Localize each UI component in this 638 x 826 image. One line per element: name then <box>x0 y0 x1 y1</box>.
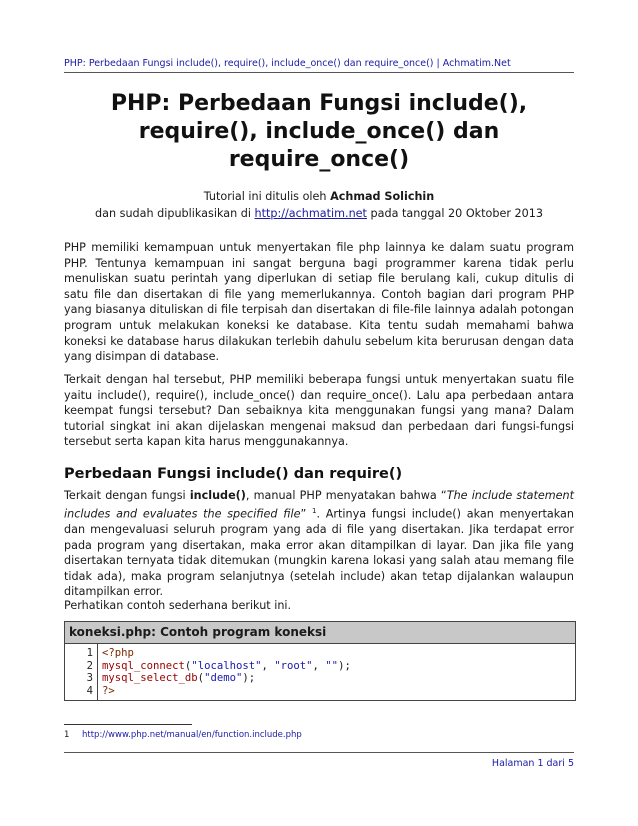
p3-mid: , manual PHP menyatakan bahwa “ <box>245 489 447 502</box>
php-close-tag: ?> <box>102 684 115 697</box>
function-name: mysql_select_db <box>102 672 198 685</box>
line-number: 1 <box>86 647 93 659</box>
manual-quote: The include statement includes and evaluates the specified file <box>64 489 574 521</box>
paren: ( <box>184 659 192 672</box>
footnote <box>64 730 302 740</box>
footnote-ref[interactable]: 1 <box>312 506 317 515</box>
footnote-divider <box>64 724 192 725</box>
title-line-1: PHP: Perbedaan Fungsi include(), <box>110 91 528 116</box>
code-caption: koneksi.php: Contoh program koneksi <box>65 622 575 644</box>
code-line <box>102 647 351 660</box>
example-intro: Perhatikan contoh sederhana berikut ini. <box>64 599 292 612</box>
byline-line-1 <box>64 188 574 205</box>
code-line <box>102 660 351 673</box>
string-literal: "demo" <box>204 672 243 685</box>
title-line-2: require(), include_once() dan <box>138 119 500 144</box>
code-listing <box>64 621 576 701</box>
code-line <box>102 685 351 698</box>
section-heading: Perbedaan Fungsi include() dan require() <box>64 466 403 482</box>
p3-function-name: include() <box>189 489 246 502</box>
footnote-number: 1 <box>64 730 70 740</box>
site-link[interactable]: http://achmatim.net <box>254 207 367 220</box>
string-literal: "" <box>325 659 339 672</box>
line-number: 4 <box>86 684 93 697</box>
intro-paragraph: PHP memiliki kemampuan untuk menyertakan file php lainnya ke dalam suatu program PHP. Tentunya kemampuan ini sangat berguna bagi programmer karena tidak perlu menuliskan suatu perintah yang diperlukan di setiap file berulang kali, cukup ditulis di satu file dan disertakan di file yang memerlukannya. Contoh bagian dari program PHP yang biasanya dituliskan di file terpisah dan disertakan di file-file lainnya adalah potongan program untuk melakukan koneksi ke database. Kita tentu sudah memahami bahwa koneksi ke database harus dilakukan terlebih dahulu sebelum kita berurusan dengan data yang disimpan di database. <box>64 241 574 364</box>
p3-prefix: Terkait dengan fungsi <box>64 489 190 502</box>
string-literal: "localhost" <box>191 659 262 672</box>
page-title <box>64 90 574 174</box>
line-number-gutter <box>65 644 98 700</box>
title-line-3: require_once() <box>228 147 410 172</box>
author-name: Achmad Solichin <box>330 190 435 203</box>
code-body <box>65 644 575 700</box>
line-number: 2 <box>86 659 93 672</box>
byline <box>64 188 574 222</box>
paren: ( <box>197 672 205 685</box>
function-name: mysql_connect <box>102 659 185 672</box>
php-open-tag: <?php <box>102 647 134 659</box>
p3-quote-close: ” <box>300 507 313 521</box>
string-literal: "root" <box>274 659 313 672</box>
functions-paragraph: Terkait dengan hal tersebut, PHP memiliki beberapa fungsi untuk menyertakan suatu file yaitu include(), require(), include_once() dan require_once(). Lalu apa perbedaan antara keempat fungsi tersebut? Dan sebaiknya kita menggunakan fungsi yang mana? Dalam tutorial singkat ini akan dijelaskan mengenai maksud dan perbedaan dari fungsi-fungsi tersebut serta kapan kita harus menggunakannya. <box>64 373 574 449</box>
footer-divider <box>64 752 574 753</box>
paren: ); <box>242 672 256 685</box>
p3-rest: . Artinya fungsi include() akan menyertakan dan mengevaluasi seluruh program yang ada di file yang disertakan. Jika terdapat error pada program yang disertakan, maka error akan ditampilkan di layar. Dan jika file yang disertakan ternyata tidak ditemukan (mungkin karena lokasi yang salah atau memang file tidak ada), maka program selanjutnya (setelah include) akan tetap dijalankan walaupun ditampilkan error. <box>64 507 574 599</box>
code-lines <box>98 644 355 700</box>
page-number: Halaman 1 dari 5 <box>491 758 574 769</box>
paren: ); <box>338 659 351 672</box>
footnote-link[interactable]: http://www.php.net/manual/en/function.include.php <box>82 730 302 740</box>
line-number: 3 <box>86 672 93 685</box>
include-paragraph <box>64 488 574 600</box>
byline-line-2 <box>64 205 574 222</box>
publish-date: pada tanggal 20 Oktober 2013 <box>366 207 543 220</box>
publish-prefix: dan sudah dipublikasikan di <box>95 207 255 220</box>
byline-prefix: Tutorial ini ditulis oleh <box>203 190 331 203</box>
code-line <box>102 672 351 685</box>
separator: , <box>312 659 326 672</box>
running-header: PHP: Perbedaan Fungsi include(), require(), include_once() dan require_once() | Achmatim.Net <box>64 58 574 73</box>
separator: , <box>261 659 275 672</box>
